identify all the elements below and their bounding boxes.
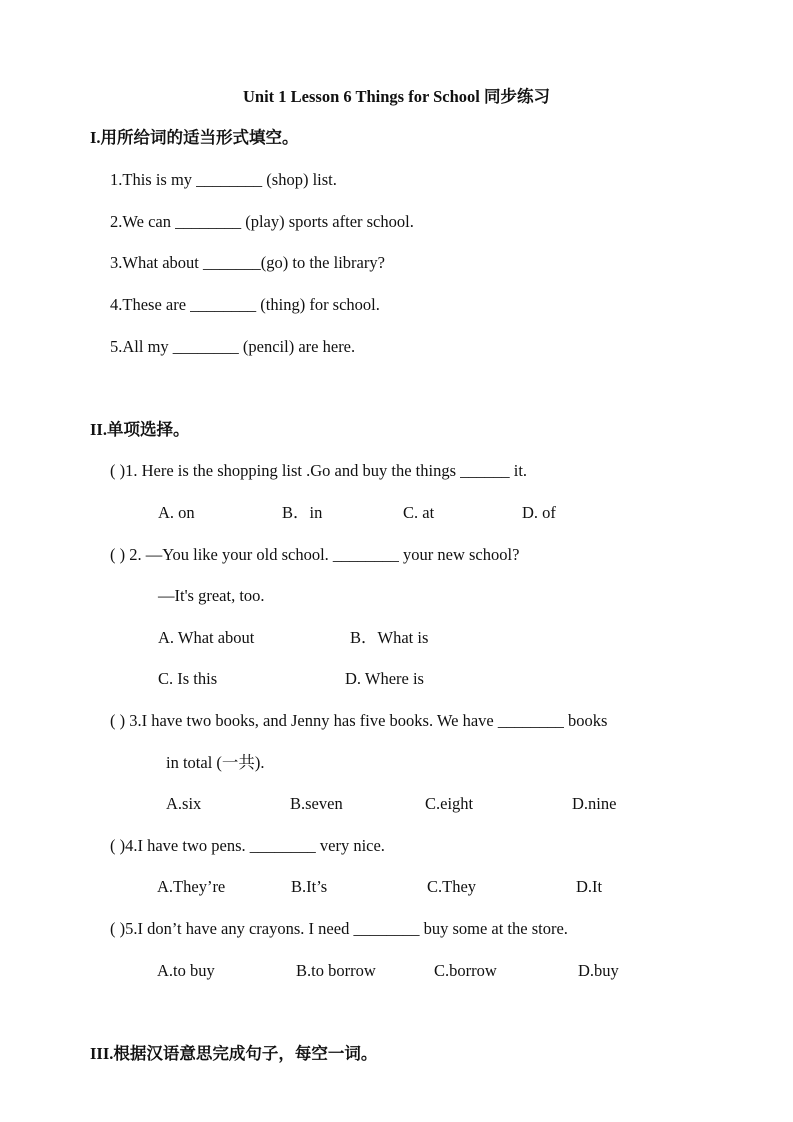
section-1-heading: I.用所给词的适当形式填空。 [90,128,299,147]
fill-item-5: 5.All my ________ (pencil) are here. [110,337,356,356]
q4-option-b: B.It’s [291,877,328,896]
fill-item-3: 3.What about _______(go) to the library? [110,253,385,272]
mc-question-2-reply: —It's great, too. [158,586,265,605]
q1-option-b: B．in [282,503,323,522]
mc-question-5: ( )5.I don’t have any crayons. I need ________ buy some at the store. [110,919,568,938]
mc-question-3: ( ) 3.I have two books, and Jenny has five books. We have ________ books [110,711,608,730]
section-2-heading: II.单项选择。 [90,420,190,439]
q4-option-a: A.They’re [157,877,226,896]
q5-option-d: D.buy [578,961,619,980]
q3-option-a: A.six [166,794,202,813]
q3-option-b: B.seven [290,794,343,813]
mc-question-1: ( )1. Here is the shopping list .Go and buy the things ______ it. [110,461,528,480]
q3-option-c: C.eight [425,794,474,813]
q5-option-c: C.borrow [434,961,497,980]
q5-option-a: A.to buy [157,961,215,980]
mc-question-4: ( )4.I have two pens. ________ very nice. [110,836,385,855]
q1-option-c: C. at [403,503,435,522]
fill-item-2: 2.We can ________ (play) sports after school. [110,212,414,231]
fill-item-4: 4.These are ________ (thing) for school. [110,295,380,314]
q4-option-c: C.They [427,877,477,896]
q1-option-d: D. of [522,503,556,522]
q2-option-a: A. What about [158,628,255,647]
q3-option-d: D.nine [572,794,617,813]
mc-question-3-continued: in total (一共). [166,753,265,772]
q5-option-b: B.to borrow [296,961,376,980]
section-3-heading: III.根据汉语意思完成句子，每空一词。 [90,1044,378,1063]
q4-option-d: D.It [576,877,603,896]
q2-option-c: C. Is this [158,669,218,688]
q2-option-b: B．What is [350,628,429,647]
mc-question-2: ( ) 2. —You like your old school. ________ your new school? [110,545,520,564]
fill-item-1: 1.This is my ________ (shop) list. [110,170,337,189]
q2-option-d: D. Where is [345,669,424,688]
page-title: Unit 1 Lesson 6 Things for School 同步练习 [243,87,550,106]
q1-option-a: A. on [158,503,195,522]
